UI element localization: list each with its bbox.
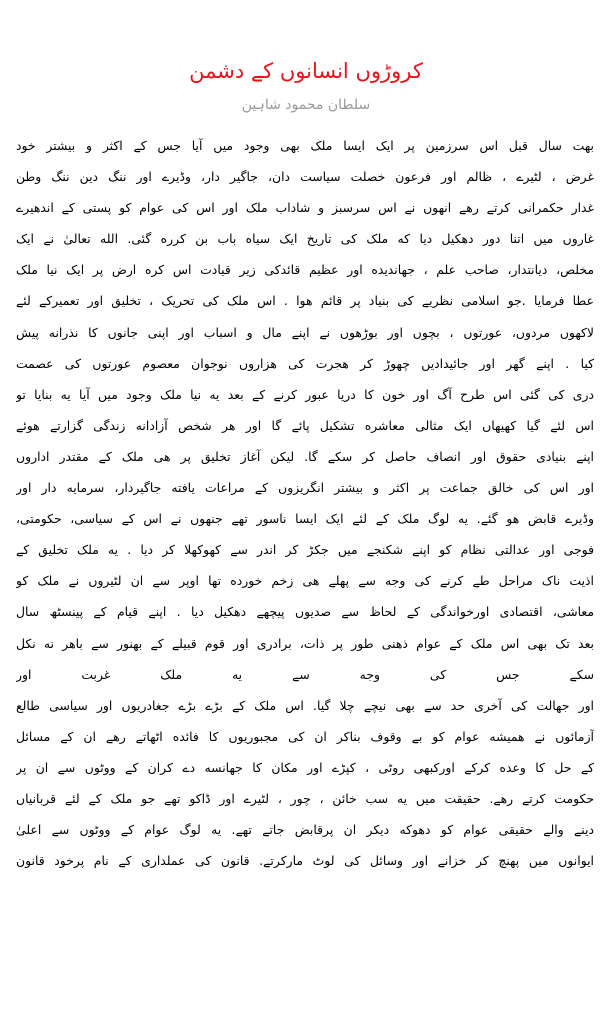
body-line: دری کی گئی اس طرح آگ اور خون کا دریا عبور کرنے کے بعد یه نیا ملک وجود میں آیا یه بنایا تو bbox=[16, 386, 594, 402]
article-title: کروڑوں انسانوں کے دشمن bbox=[189, 59, 423, 83]
body-line: سکے جس کی وجه سے یه ملک غربت اور bbox=[16, 666, 594, 682]
body-line: عطا فرمایا .جو اسلامی نظریے کی بنیاد پر قائم هوا . اس ملک کی تحریک ، تخلیق اور تعمیرکے لئے bbox=[16, 293, 594, 309]
body-line: کیا . اپنے گهر اور جائیدادیں چهوڑ کر هجرت کی هزاروں نوجوان معصوم عورتوں کی عصمت bbox=[16, 355, 594, 371]
body-line: وڈیرے قابض هو گئے. یه لوگ ملک کے لئے ایک ایسا ناسور تهے جنهوں نے اس کے سیاسی، حکومتی، bbox=[16, 511, 594, 527]
body-line: آزمائوں نے همیشه عوام کو بے وقوف بناکر ان کی مجبوریوں کا فائده اٹهاتے رهے ان کے مسائل bbox=[16, 728, 594, 744]
body-line: اس لئے گیا کهیهاں ایک مثالی معاشره تشکیل پائے گا اور هر شخص آزادانه زندگی گزارتے هوئے bbox=[16, 417, 594, 433]
body-line: لاکهوں مردوں، عورتوں ، بچوں اور بوڑهوں نے اپنے مال و اسباب اور اپنی جانوں کا نذرانه پیش bbox=[16, 324, 594, 340]
body-line: فوجی اور عدالتی نظام کو اپنے شکنجے میں جکڑ کر اندر سے کهوکهلا کر دیا . یه ملک تخلیق کے bbox=[16, 542, 594, 558]
body-line: کے حل کا وعده کرکے اورکبهی روٹی ، کپڑے اور مکان کا جهانسه دے کران کے ووٹوں سے ان پر bbox=[16, 759, 594, 775]
body-line: اور جهالت کی آخری حد سے بهی نیچے چلا گیا. اس ملک کے بڑے بڑے جغادریوں اور سیاسی طالع bbox=[16, 697, 594, 713]
body-line: بهت سال قبل اس سرزمین پر ایک ایسا ملک بهی وجود میں آیا جس کے اکثر و بیشتر خود bbox=[16, 138, 594, 153]
body-line: اور اس کی خالق جماعت پر اکثر و بیشتر انگریزوں کے مراعات یافته جاگیردار، سرمایه دار اور bbox=[16, 480, 594, 496]
body-line: مخلص، دیانتدار، صاحب علم ، جهاندیده اور عظیم قائدکی زیر قیادت اس کره ارض پر ایک نیا ملک bbox=[16, 262, 594, 278]
body-line: غاروں میں اتنا دور دهکیل دیا که ملک کی تاریخ ایک سیاه باب بن کرره گئی. الله تعالیٰ نے ایک bbox=[16, 231, 594, 247]
article-author: سلطان محمود شاہین bbox=[241, 97, 371, 113]
body-line: معاشی، اقتصادی اورخواندگی کے لحاظ سے صدیوں پیچهے دهکیل دیا . اپنے قیام کے پینسٹھ سال bbox=[16, 604, 594, 620]
body-line: حکومت کرتے رهے. حقیقت میں یه سب خائن ، چور ، لٹیرے اور ڈاکو تهے جو ملک کے لئے قربانیاں bbox=[16, 790, 594, 806]
article-body bbox=[16, 130, 594, 876]
body-line: اذیت ناک مراحل طے کرنے کی وجه سے پهلے هی زخم خورده تها اوپر سے ان لٹیروں نے ملک کو bbox=[16, 573, 594, 589]
body-line: ایوانوں میں پهنچ کر خزانے اور وسائل کی لوٹ مارکرتے. قانون کی عملداری کے نام پرخود قانون bbox=[16, 853, 594, 869]
body-line: بعد تک بهی اس ملک کے عوام ذهنی طور پر ذات، برادری اور قوم قبیلے کے بهنور سے باهر نه نکل bbox=[16, 635, 594, 651]
body-line: اپنے بنیادی حقوق اور انصاف حاصل کر سکے گا. لیکن آغاز تخلیق پر هی ملک کے مقتدر اداروں bbox=[16, 448, 594, 464]
body-line: دینے والے حقیقی عوام کو دهوکه دیکر ان پرقابض جاتے تهے. یه لوگ عوام کے ووٹوں سے اعلیٰ bbox=[16, 822, 594, 838]
body-line: غدار حکمرانی کرتے رهے انهوں نے اس سرسبز و شاداب ملک اور اس کی عوام کو پستی کے اندهیرے bbox=[16, 200, 594, 216]
body-line: غرض ، لٹیرے ، ظالم اور فرعون خصلت سیاست دان، جاگیر دار، وڈیرے اور ننگ دین ننگ وطن bbox=[16, 169, 594, 185]
